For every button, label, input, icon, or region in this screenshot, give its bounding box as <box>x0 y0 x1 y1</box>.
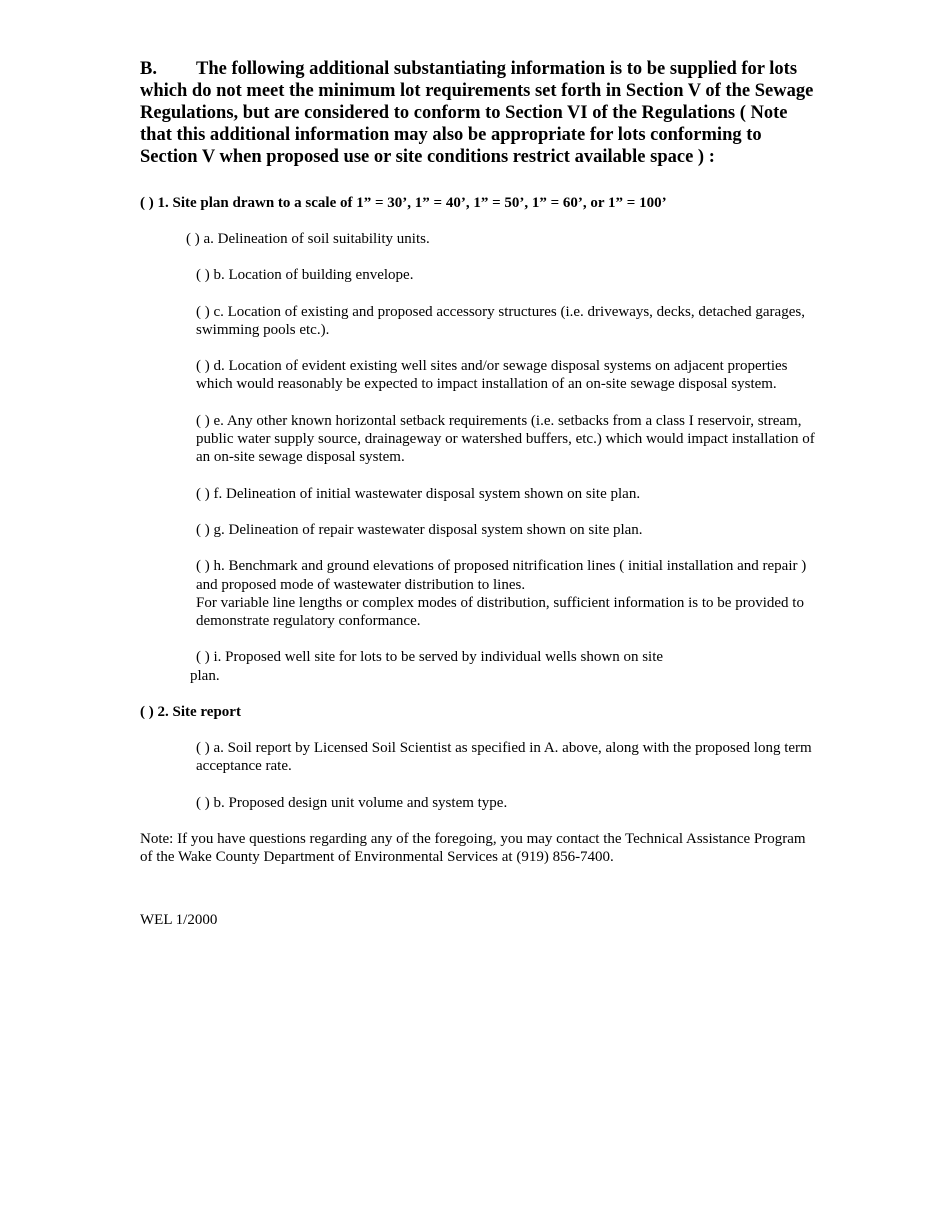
item-1d: ( ) d. Location of evident existing well sites and/or sewage disposal systems on adjacent properties which would reasonably be expected to impact installation of an on-site sewage disposal system. <box>196 358 788 393</box>
item-1b: ( ) b. Location of building envelope. <box>196 267 414 284</box>
item-1-title: ( ) 1. Site plan drawn to a scale of 1” = 30’, 1” = 40’, 1” = 50’, 1” = 60’, or 1” = 100’ <box>140 195 667 211</box>
section-b-heading <box>140 58 820 168</box>
document-code: WEL 1/2000 <box>140 911 218 928</box>
section-b-intro: The following additional substantiating information is to be supplied for lots which do not meet the minimum lot requirements set forth in Section V of the Sewage Regulations, but are considered to conform to Section VI of the Regulations ( Note that this additional information may also be appropriate for lots conforming to Section V when proposed use or site conditions restrict available space ) : <box>140 59 814 167</box>
item-1a: ( ) a. Delineation of soil suitability units. <box>186 231 430 247</box>
item-1i <box>140 648 820 685</box>
item-2b: ( ) b. Proposed design unit volume and system type. <box>196 794 508 811</box>
item-2a: ( ) a. Soil report by Licensed Soil Scientist as specified in A. above, along with the proposed long term acceptance rate. <box>196 740 812 775</box>
document-page <box>140 58 820 929</box>
item-1f: ( ) f. Delineation of initial wastewater disposal system shown on site plan. <box>196 485 641 502</box>
item-1c: ( ) c. Location of existing and proposed accessory structures (i.e. driveways, decks, detached garages, swimming pools etc.). <box>196 303 805 338</box>
item-1h <box>140 557 820 630</box>
item-1h-text: ( ) h. Benchmark and ground elevations of proposed nitrification lines ( initial installation and repair ) and proposed mode of wastewater distribution to lines. <box>196 558 807 593</box>
item-1i-text: ( ) i. Proposed well site for lots to be served by individual wells shown on site <box>196 649 664 666</box>
item-1h-note: For variable line lengths or complex modes of distribution, sufficient information is to be provided to demonstrate regulatory conformance. <box>196 594 804 630</box>
contact-note: Note: If you have questions regarding any of the foregoing, you may contact the Technical Assistance Program of the Wake County Department of Environmental Services at (919) 856-7400. <box>140 830 806 866</box>
section-letter: B. <box>140 59 157 79</box>
item-1g: ( ) g. Delineation of repair wastewater disposal system shown on site plan. <box>196 521 643 538</box>
item-1e: ( ) e. Any other known horizontal setback requirements (i.e. setbacks from a class I reservoir, stream, public water supply source, drainageway or watershed buffers, etc.) which would impact installation of an on-site sewage disposal system. <box>196 412 815 466</box>
item-2-title: ( ) 2. Site report <box>140 704 241 721</box>
item-1i-wrap: plan. <box>190 667 220 684</box>
